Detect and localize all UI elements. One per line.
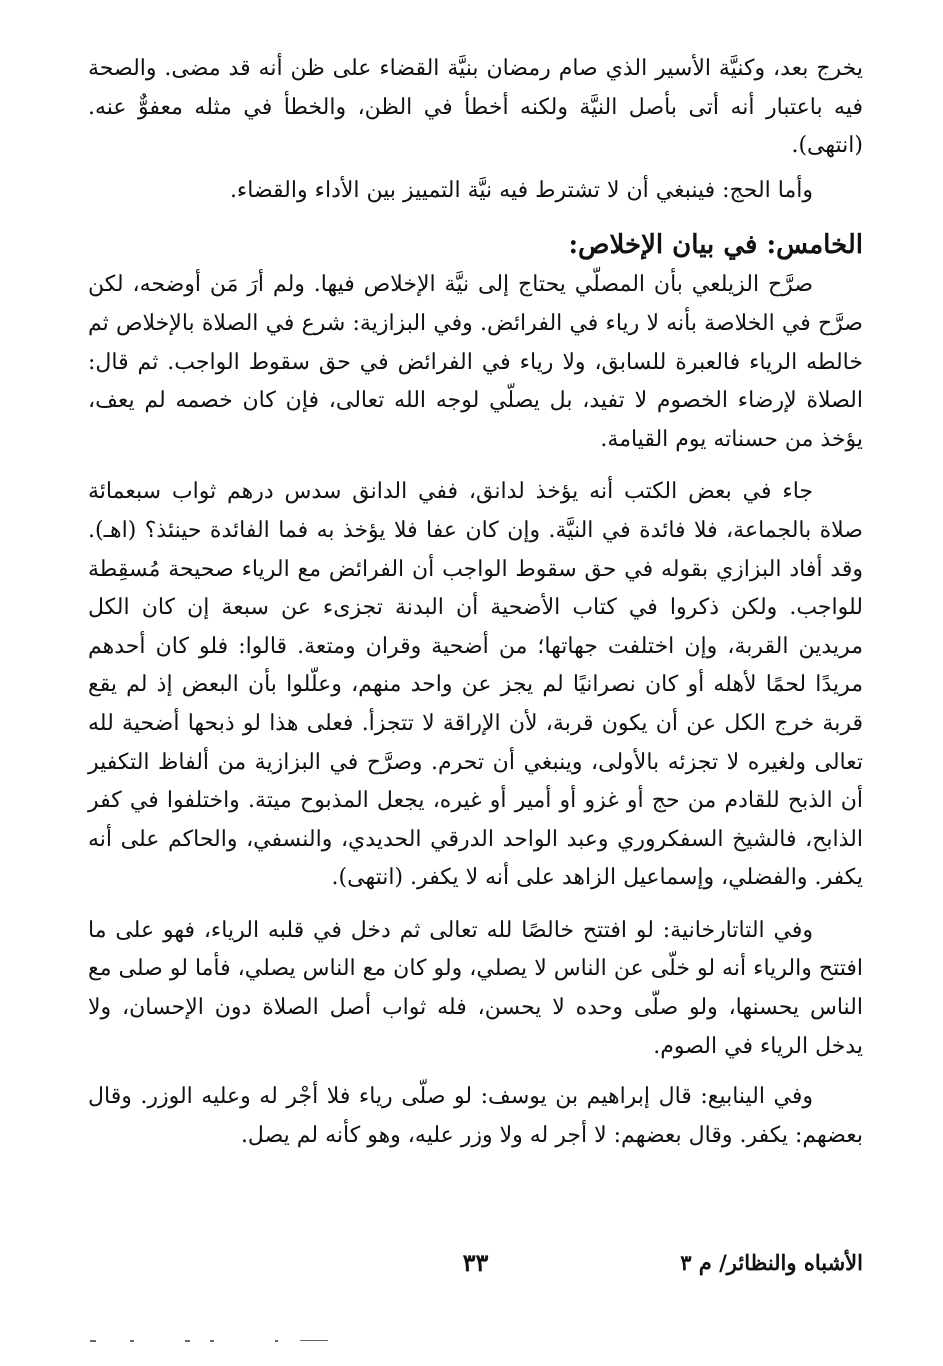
paragraph-ikhlas: صرَّح الزيلعي بأن المصلّي يحتاج إلى نيَّة الإخلاص فيها. ولم أرَ مَن أوضحه، لكن صرَّح في الخلاصة بأنه لا رياء في الفرائض. وفي البزازية: شرع في الصلاة بالإخلاص ثم خالطه الرياء فالعبرة للسابق، ولا رياء في الفرائض في حق سقوط الواجب. ثم قال: الصلاة لإرضاء الخصوم لا تفيد، بل يصلّي لوجه الله تعالى، فإن كان خصمه لم يعف، يؤخذ من حسناته يوم القيامة. bbox=[88, 272, 863, 452]
paragraph-hajj: وأما الحج: فينبغي أن لا تشترط فيه نيَّة التمييز بين الأداء والقضاء. bbox=[229, 177, 813, 203]
paragraph-intro: يخرج بعد، وكنيَّة الأسير الذي صام رمضان بنيَّة القضاء على ظن أنه قد مضى. والصحة فيه باعتبار أنه أتى بأصل النيَّة ولكنه أخطأ في الظن، والخطأ في مثله معفوٌّ عنه. (انتهى). bbox=[88, 56, 863, 159]
document-page bbox=[88, 50, 863, 1316]
paragraph-daniq: جاء في بعض الكتب أنه يؤخذ لدانق، ففي الدانق سدس درهم ثواب سبعمائة صلاة بالجماعة، فلا فائدة في النيَّة. وإن كان عفا فلا يؤخذ به فما الفائدة حينئذ؟ (اهـ). وقد أفاد البزازي بقوله في حق سقوط الواجب أن الفرائض مع الرياء صحيحة مُسقِطة للواجب. ولكن ذكروا في كتاب الأضحية أن البدنة تجزىء عن سبعة إن كان الكل مريدين القربة، وإن اختلفت جهاتها؛ من أضحية وقران ومتعة. قالوا: فلو كان أحدهم مريدًا لحمًا لأهله أو كان نصرانيًا لم يجز عن واحد منهم، وعلّلوا بأن البعض إذ لم يقع قربة خرج الكل عن أن يكون قربة، لأن الإراقة لا تتجزأ. فعلى هذا لو ذبحها أضحية لله تعالى ولغيره لا تجزئه بالأولى، وينبغي أن تحرم. وصرَّح في البزازية من ألفاظ التكفير أن الذبح للقادم من حج أو غزو أو أمير أو غيره، يجعل المذبوح ميتة. واختلفوا في كفر الذابح، فالشيخ السفكروري وعبد الواحد الدرقي الحديدي، والنسفي، والحاكم على أنه يكفر. والفضلي، وإسماعيل الزاهد على أنه لا يكفر. (انتهى). bbox=[88, 479, 863, 891]
section-heading: الخامس: في بيان الإخلاص: bbox=[568, 230, 863, 261]
page-footer bbox=[88, 1245, 863, 1281]
scan-edge-marks bbox=[90, 1338, 390, 1346]
book-source-label: الأشباه والنظائر/ م ٣ bbox=[680, 1250, 863, 1275]
paragraph-yanabi: وفي الينابيع: قال إبراهيم بن يوسف: لو صلّى رياء فلا أجْر له وعليه الوزر. وقال بعضهم: يكفر. وقال بعضهم: لا أجر له ولا وزر عليه، وهو كأنه لم يصل. bbox=[88, 1084, 863, 1148]
page-number: ٣٣ bbox=[462, 1248, 489, 1277]
paragraph-tatarkhaniyya: وفي التاتارخانية: لو افتتح خالصًا لله تعالى ثم دخل في قلبه الرياء، فهو على ما افتتح والرياء أنه لو خلّى عن الناس لا يصلي، ولو كان مع الناس يصلي، فأما لو صلى مع الناس يحسنها، ولو صلّى وحده لا يحسن، فله ثواب أصل الصلاة دون الإحسان، ولا يدخل الرياء في الصوم. bbox=[88, 917, 863, 1059]
